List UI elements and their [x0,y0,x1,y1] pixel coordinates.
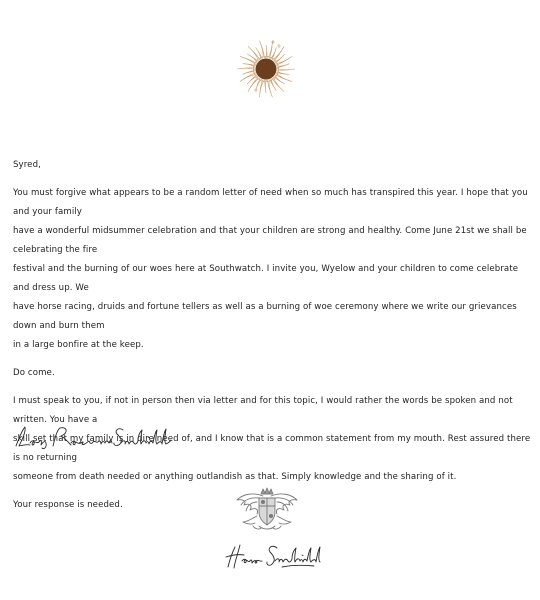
letter-body [13,156,531,515]
paragraph-line: I must speak to you, if not in person then via letter and for this topic, I would rather the words be spoken and not written. You have a [13,396,513,425]
sun-ray [277,68,295,70]
sun-icon [235,38,297,100]
signature-lady-rosemarri [13,424,173,450]
sun-ray [237,68,255,70]
paragraph-line: have horse racing, druids and fortune tellers as well as a burning of woe ceremony where we write our grievances down and burn them [13,302,517,331]
paragraph-line: festival and the burning of our woes here at Southwatch. I invite you, Wyelow and your children to come celebrate and dress up. We [13,264,519,293]
sun-ray [265,80,267,93]
paragraph-line: in a large bonfire at the keep. [13,340,144,350]
greeting: Syred, [13,160,41,170]
paragraph-line: You must forgive what appears to be a random letter of need when so much has transpired this year. I hope that you and your family [13,188,528,217]
paragraph-line: have a wonderful midsummer celebration and that your children are strong and healthy. Come June 21st we shall be celebrating the fire [13,226,527,255]
sparkle-icon [271,40,275,44]
paragraph-line: skill set that my family is in dire need of, and I know that is a common statement from my mouth. Rest assured there is no returning [13,434,531,463]
sparkle-icon [254,88,258,92]
sun-ray [260,79,265,97]
sun-ray [265,45,267,58]
closing-line: Your response is needed. [13,500,123,510]
sparkle-icon [277,44,281,48]
sun-ray [268,41,273,59]
sun-disc [256,59,277,80]
sun-ray [240,56,257,65]
heraldic-crest-icon [229,486,305,532]
paragraph-line: someone from death needed or anything outlandish as that. Simply knowledge and the sharing of it. [13,472,457,482]
sun-ray [276,73,293,82]
paragraph-invitation [13,184,531,355]
signature-house-sanshield [222,541,322,571]
paragraph-do-come: Do come. [13,368,55,378]
